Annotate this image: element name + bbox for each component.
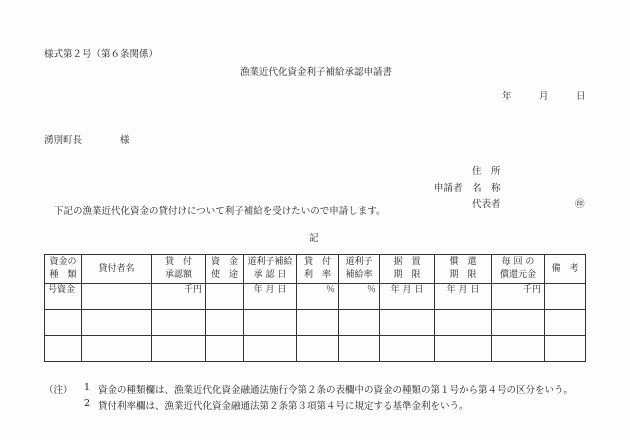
- table-cell[interactable]: [435, 310, 492, 336]
- table-cell[interactable]: [339, 310, 380, 336]
- column-header-line: 使 途: [210, 270, 238, 280]
- table-row: [45, 336, 586, 362]
- column-header: [45, 255, 82, 284]
- column-header-line: 道利子補給: [247, 257, 293, 267]
- column-header-line: 償還元金: [499, 270, 536, 280]
- table-cell[interactable]: [492, 310, 545, 336]
- applicant-representative-label: 代表者: [472, 199, 501, 210]
- column-header: [152, 255, 206, 284]
- application-table: [44, 254, 586, 362]
- table-cell[interactable]: [206, 336, 244, 362]
- date-day: 日: [576, 91, 586, 102]
- date-year: 年: [502, 91, 512, 102]
- column-header: [435, 255, 492, 284]
- column-header-line: 期 限: [449, 270, 477, 280]
- note-text: 貸付利率欄は、漁業近代化資金融通法第２条第３項第４号に規定する基準金利をいう。: [98, 401, 469, 412]
- table-row: [45, 284, 586, 310]
- column-header: [297, 255, 339, 284]
- column-header-line: 備 考: [551, 263, 579, 274]
- column-header-line: 道利子: [345, 257, 373, 267]
- column-header: [206, 255, 244, 284]
- table-cell[interactable]: [545, 310, 586, 336]
- column-header: [339, 255, 380, 284]
- body-text: 下記の漁業近代化資金の貸付けについて利子補給を受けたいので申請します。: [54, 206, 386, 217]
- addressee-honorific: 様: [120, 135, 130, 146]
- table-row: [45, 310, 586, 336]
- table-cell[interactable]: [380, 310, 435, 336]
- column-header-line: 承認額: [164, 270, 192, 280]
- form-number: 様式第２号（第６条関係）: [44, 49, 159, 60]
- table-cell[interactable]: 年 月 日: [380, 284, 435, 310]
- table-cell[interactable]: [244, 336, 297, 362]
- table-cell[interactable]: [244, 310, 297, 336]
- column-header-line: 承 認 日: [253, 270, 287, 280]
- column-header-line: 貸付者名: [98, 263, 135, 274]
- table-cell[interactable]: [82, 336, 152, 362]
- column-header-line: 償 還: [449, 257, 477, 267]
- applicant-label: 申請者: [434, 183, 463, 194]
- column-header-line: 据 置: [393, 257, 421, 267]
- table-cell[interactable]: 千円: [492, 284, 545, 310]
- table-cell[interactable]: ％: [297, 284, 339, 310]
- column-header: [545, 255, 586, 284]
- column-header: [244, 255, 297, 284]
- applicant-name-label: 名 称: [472, 183, 501, 194]
- notes-label: （注）: [44, 385, 73, 396]
- column-header: [380, 255, 435, 284]
- column-header-line: 毎 回 の: [501, 257, 535, 267]
- note-text: 資金の種類欄は、漁業近代化資金融通法施行令第２条の表欄中の資金の種類の第１号から第４号の区分をいう。: [98, 385, 574, 396]
- table-cell[interactable]: [545, 284, 586, 310]
- table-cell[interactable]: [380, 336, 435, 362]
- column-header-line: 利 率: [303, 270, 331, 280]
- table-cell[interactable]: [297, 336, 339, 362]
- note-number: 1: [84, 382, 91, 393]
- table-cell[interactable]: [206, 310, 244, 336]
- table-cell[interactable]: [545, 336, 586, 362]
- table-cell[interactable]: [297, 310, 339, 336]
- column-header-line: 資 金: [210, 257, 238, 267]
- column-header: [492, 255, 545, 284]
- table-cell[interactable]: [435, 336, 492, 362]
- header-row: [45, 255, 586, 284]
- table-cell[interactable]: [45, 336, 82, 362]
- column-header-line: 資金の: [49, 257, 77, 267]
- seal-mark: ㊞: [575, 199, 585, 210]
- table-cell[interactable]: 年 月 日: [435, 284, 492, 310]
- table-cell[interactable]: [152, 336, 206, 362]
- table-cell[interactable]: [82, 284, 152, 310]
- column-header-line: 貸 付: [303, 257, 331, 267]
- column-header-line: 貸 付: [164, 257, 192, 267]
- table-cell[interactable]: 千円: [152, 284, 206, 310]
- table-cell[interactable]: ％: [339, 284, 380, 310]
- table-cell[interactable]: [45, 310, 82, 336]
- table-cell[interactable]: [339, 336, 380, 362]
- table-cell[interactable]: 号資金: [45, 284, 82, 310]
- note-number: 2: [84, 398, 91, 409]
- table-cell[interactable]: [492, 336, 545, 362]
- applicant-address-label: 住 所: [472, 166, 501, 177]
- column-header-line: 種 類: [49, 270, 77, 280]
- table-cell[interactable]: [206, 284, 244, 310]
- document-title: 漁業近代化資金利子補給承認申請書: [240, 67, 393, 78]
- table-cell[interactable]: 年 月 日: [244, 284, 297, 310]
- column-header-line: 期 限: [393, 270, 421, 280]
- column-header: [82, 255, 152, 284]
- column-header-line: 補給率: [345, 270, 373, 280]
- ki-heading: 記: [309, 233, 319, 244]
- table-cell[interactable]: [82, 310, 152, 336]
- addressee-name: 湧別町長: [44, 135, 83, 146]
- table-cell[interactable]: [152, 310, 206, 336]
- date-month: 月: [539, 91, 549, 102]
